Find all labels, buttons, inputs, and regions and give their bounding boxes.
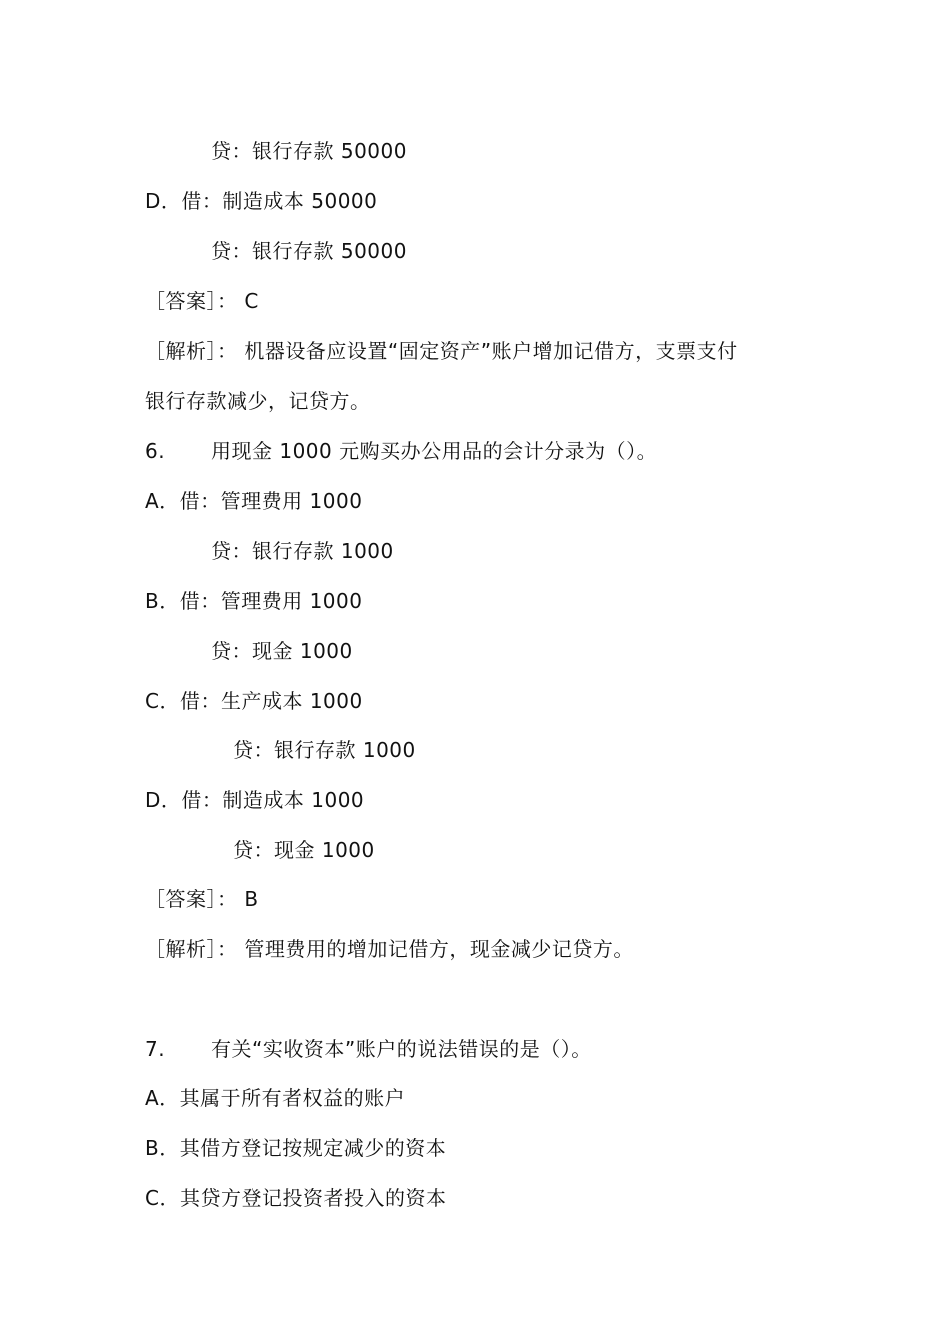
credit-line: 贷：银行存款 50000 <box>211 139 407 163</box>
option-a: A．其属于所有者权益的账户 <box>145 1086 406 1110</box>
analysis-line: ［解析］： 机器设备应设置“固定资产”账户增加记借方，支票支付 <box>145 339 738 363</box>
option-d: D．借：制造成本 1000 <box>145 788 365 812</box>
credit-line: 贷：银行存款 50000 <box>211 239 407 263</box>
credit-line: 贷：现金 1000 <box>233 838 375 862</box>
option-c: C．借：生产成本 1000 <box>145 689 363 713</box>
option-b: B．其借方登记按规定减少的资本 <box>145 1136 447 1160</box>
option-d: D．借：制造成本 50000 <box>145 189 378 213</box>
option-b: B．借：管理费用 1000 <box>145 589 363 613</box>
option-a: A．借：管理费用 1000 <box>145 489 363 513</box>
question-number: 6. <box>145 439 166 463</box>
question-7 <box>145 1034 592 1064</box>
credit-line: 贷：银行存款 1000 <box>211 539 394 563</box>
option-c: C．其贷方登记投资者投入的资本 <box>145 1186 447 1210</box>
credit-line: 贷：现金 1000 <box>211 639 353 663</box>
question-text: 有关“实收资本”账户的说法错误的是（）。 <box>211 1037 592 1061</box>
question-6 <box>145 436 657 466</box>
question-text: 用现金 1000 元购买办公用品的会计分录为（）。 <box>211 439 658 463</box>
analysis-continuation: 银行存款减少，记贷方。 <box>145 389 371 413</box>
answer-line: ［答案］： B <box>145 887 259 911</box>
credit-line: 贷：银行存款 1000 <box>233 738 416 762</box>
question-number: 7. <box>145 1037 166 1061</box>
analysis-line: ［解析］： 管理费用的增加记借方，现金减少记贷方。 <box>145 937 634 961</box>
answer-line: ［答案］： C <box>145 289 259 313</box>
